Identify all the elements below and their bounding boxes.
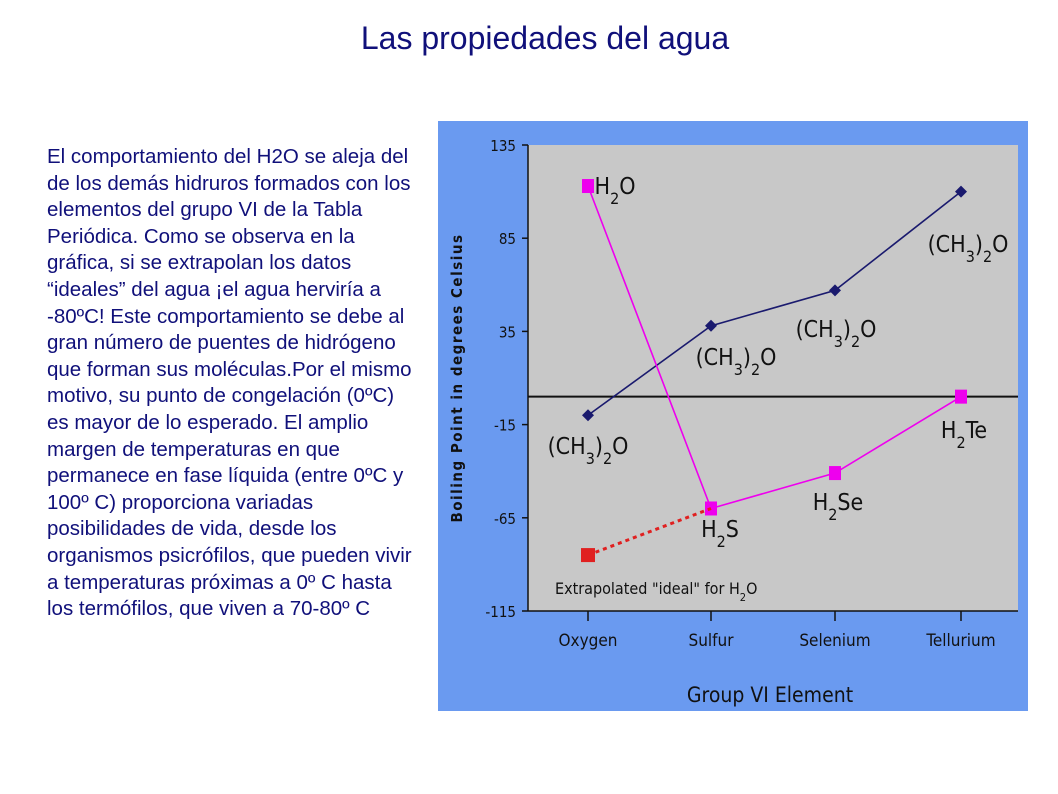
dimethyl-ether-label: $(CH_3)_2O$ — [927, 232, 1009, 266]
x-tick-label-tellurium: Tellurium — [926, 631, 996, 651]
boiling-point-chart — [438, 121, 1028, 711]
hydride-label: $H_2Te$ — [940, 418, 988, 452]
dimethyl-ether-label: $(CH_3)_2O$ — [547, 434, 629, 468]
hydride-point — [582, 179, 594, 193]
plot-area — [528, 145, 1018, 611]
hydride-point — [705, 501, 717, 515]
chart-svg — [438, 121, 1028, 711]
body-text: El comportamiento del H2O se aleja del de los demás hidruros formados con los elementos del grupo VI de la Tabla Periódica. Como se observa en la gráfica, si se extrapolan los datos “ideales” del agua ¡el agua herviría a -80ºC! Este comportamiento se debe al gran número de puentes de hidrógeno que forman sus moléculas.Por el mismo motivo, su punto de congelación (0ºC) es mayor de lo esperado. El amplio margen de temperaturas en que permanece en fase líquida (entre 0ºC y 100º C) proporciona variadas posibilidades de vida, desde los organismos psicrófilos, que pueden vivir a temperaturas próximas a 0º C hasta los termófilos, que viven a 70-80º C — [47, 145, 412, 621]
y-tick-label: 135 — [490, 137, 516, 155]
y-tick-label: 35 — [498, 323, 516, 342]
y-tick-label: -65 — [493, 509, 516, 528]
hydride-point — [829, 466, 841, 480]
y-tick-label: -115 — [485, 603, 516, 621]
hydride-point — [955, 390, 967, 404]
dimethyl-ether-label: $(CH_3)_2O$ — [795, 317, 877, 351]
ideal-point — [581, 548, 595, 562]
hydride-label: $H_2O$ — [594, 174, 636, 208]
hydride-label: $H_2Se$ — [812, 490, 864, 524]
page-title: Las propiedades del agua — [360, 20, 730, 56]
hydride-label: $H_2S$ — [701, 517, 739, 551]
x-tick-label-oxygen: Oxygen — [558, 631, 618, 651]
y-tick-label: 85 — [498, 230, 516, 249]
x-tick-label-selenium: Selenium — [799, 631, 871, 651]
x-axis-title: Group VI Element — [686, 683, 854, 707]
y-axis-title: Boiling Point in degrees Celsius — [448, 233, 466, 523]
dimethyl-ether-label: $(CH_3)_2O$ — [695, 345, 777, 379]
x-tick-label-sulfur: Sulfur — [688, 631, 734, 651]
ideal-annotation: Extrapolated "ideal" for $H_2O$ — [555, 579, 758, 604]
y-tick-label: -15 — [493, 416, 516, 435]
